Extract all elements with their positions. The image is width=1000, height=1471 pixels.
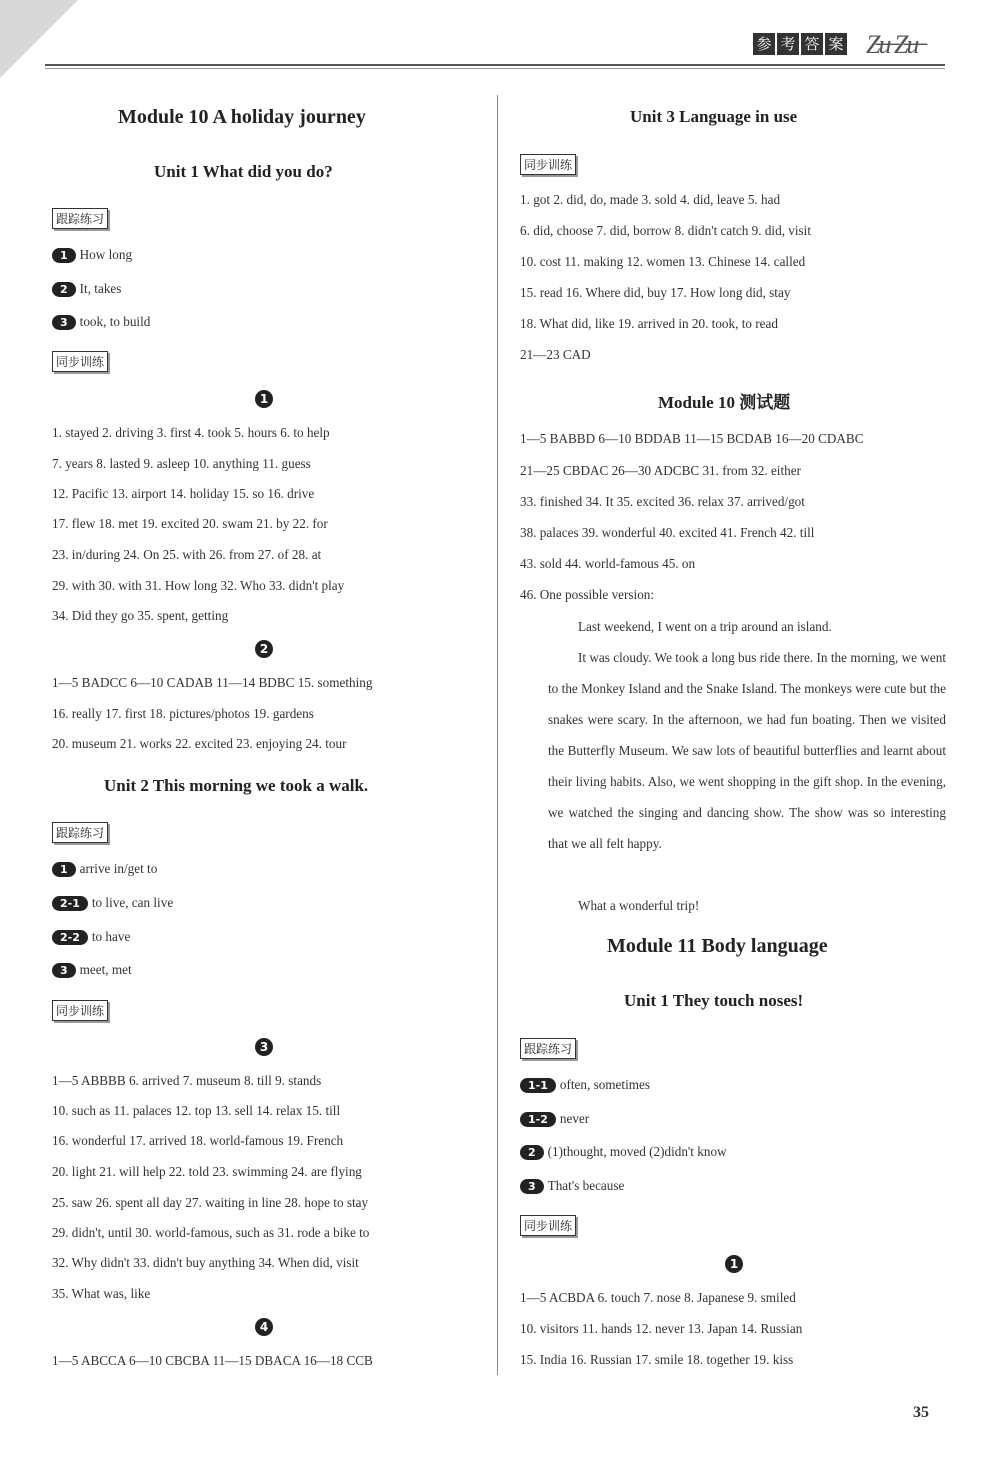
unit-title: Unit 2 This morning we took a walk. xyxy=(104,776,369,795)
answer-line: 10. such as 11. palaces 12. top 13. sell 14. relax 15. till xyxy=(52,1103,341,1118)
unit-title: Unit 1 What did you do? xyxy=(154,162,333,181)
essay-paragraph: What a wonderful trip! xyxy=(578,898,700,913)
answer-line: 10. visitors 11. hands 12. never 13. Japan 14. Russian xyxy=(520,1321,803,1336)
answer-line: 38. palaces 39. wonderful 40. excited 41. French 42. till xyxy=(520,525,815,540)
answer-line: 20. light 21. will help 22. told 23. swimming 24. are flying xyxy=(52,1164,362,1179)
answer-line: 1. got 2. did, do, made 3. sold 4. did, leave 5. had xyxy=(520,192,781,207)
answer-line: 33. finished 34. It 35. excited 36. relax 37. arrived/got xyxy=(520,494,805,509)
answer-line: 10. cost 11. making 12. women 13. Chinese 14. called xyxy=(520,254,806,269)
answer-line: 15. read 16. Where did, buy 17. How long did, stay xyxy=(520,285,791,300)
answer-line: 1—5 BADCC 6—10 CADAB 11—14 BDBC 15. something xyxy=(52,675,373,690)
tag-track-practice: 跟踪练习 xyxy=(520,1038,576,1059)
module-title: Module 11 Body language xyxy=(607,935,828,957)
answer-line: 16. wonderful 17. arrived 18. world-famous 19. French xyxy=(52,1133,344,1148)
track-item: 3 That's because xyxy=(520,1178,624,1194)
header-rule-thin xyxy=(45,68,945,69)
answer-line: 46. One possible version: xyxy=(520,587,655,602)
answer-line: 1—5 ABCCA 6—10 CBCBA 11—15 DBACA 16—18 CCB xyxy=(52,1353,373,1368)
track-item: 3 meet, met xyxy=(52,962,132,978)
section-number: 4 xyxy=(255,1318,273,1336)
section-number: 1 xyxy=(255,390,273,408)
section-number: 3 xyxy=(255,1038,273,1056)
answer-line: 12. Pacific 13. airport 14. holiday 15. so 16. drive xyxy=(52,486,315,501)
badge-char: 答 xyxy=(801,33,823,55)
track-item: 2 (1)thought, moved (2)didn't know xyxy=(520,1144,727,1160)
section-number: 1 xyxy=(725,1255,743,1273)
answer-line: 43. sold 44. world-famous 45. on xyxy=(520,556,696,571)
answer-line: 1—5 ACBDA 6. touch 7. nose 8. Japanese 9. smiled xyxy=(520,1290,796,1305)
answer-line: 21—25 CBDAC 26—30 ADCBC 31. from 32. either xyxy=(520,463,801,478)
answer-line: 15. India 16. Russian 17. smile 18. together 19. kiss xyxy=(520,1352,794,1367)
answer-line: 23. in/during 24. On 25. with 26. from 27. of 28. at xyxy=(52,547,322,562)
answer-line: 6. did, choose 7. did, borrow 8. didn't catch 9. did, visit xyxy=(520,223,812,238)
answer-key-badge xyxy=(753,33,847,55)
track-item: 1-2 never xyxy=(520,1111,589,1127)
column-divider xyxy=(497,95,498,1375)
unit-title: Unit 3 Language in use xyxy=(630,107,798,126)
answer-line: 1. stayed 2. driving 3. first 4. took 5. hours 6. to help xyxy=(52,425,330,440)
tag-track-practice: 跟踪练习 xyxy=(52,822,108,843)
answer-line: 17. flew 18. met 19. excited 20. swam 21. by 22. for xyxy=(52,516,328,531)
unit-title: Unit 1 They touch noses! xyxy=(624,991,804,1010)
answer-line: 29. didn't, until 30. world-famous, such as 31. rode a bike to xyxy=(52,1225,370,1240)
track-item: 2-2 to have xyxy=(52,929,130,945)
answer-line: 35. What was, like xyxy=(52,1286,151,1301)
badge-char: 考 xyxy=(777,33,799,55)
track-item: 2 It, takes xyxy=(52,281,121,297)
answer-line: 1—5 ABBBB 6. arrived 7. museum 8. till 9. stands xyxy=(52,1073,322,1088)
answer-line: 34. Did they go 35. spent, getting xyxy=(52,608,229,623)
publisher-logo: Z̶u̶ Z̶u̶ xyxy=(866,30,918,59)
essay-paragraph: It was cloudy. We took a long bus ride there. In the morning, we went to the Monkey Island and the Snake Island. The monkeys were cute but the snakes were scary. In the afternoon, we had fun boating. Then we visited the Butterfly Museum. We saw lots of beautiful butterflies and learnt about their living habits. Also, we went shopping in the gift shop. In the evening, we watched the singing and dancing show. The show was so interesting that we all felt happy. xyxy=(548,650,946,851)
track-item: 1 arrive in/get to xyxy=(52,861,157,877)
tag-sync-training: 同步训练 xyxy=(520,154,576,175)
answer-line: 7. years 8. lasted 9. asleep 10. anything 11. guess xyxy=(52,456,311,471)
badge-char: 案 xyxy=(825,33,847,55)
page-corner-decoration xyxy=(0,0,78,78)
answer-line: 1—5 BABBD 6—10 BDDAB 11—15 BCDAB 16—20 CDABC xyxy=(520,431,864,446)
module-title: Module 10 A holiday journey xyxy=(118,106,366,128)
answer-line: 16. really 17. first 18. pictures/photos 19. gardens xyxy=(52,706,314,721)
track-item: 3 took, to build xyxy=(52,314,150,330)
track-item: 2-1 to live, can live xyxy=(52,895,173,911)
answer-line: 25. saw 26. spent all day 27. waiting in line 28. hope to stay xyxy=(52,1195,369,1210)
header-rule xyxy=(45,64,945,66)
answer-line: 21—23 CAD xyxy=(520,347,591,362)
tag-sync-training: 同步训练 xyxy=(520,1215,576,1236)
answer-line: 32. Why didn't 33. didn't buy anything 34. When did, visit xyxy=(52,1255,359,1270)
tag-sync-training: 同步训练 xyxy=(52,1000,108,1021)
answer-line: 20. museum 21. works 22. excited 23. enjoying 24. tour xyxy=(52,736,347,751)
test-title: Module 10 测试题 xyxy=(658,393,791,412)
page-number: 35 xyxy=(913,1404,929,1421)
track-item: 1-1 often, sometimes xyxy=(520,1077,650,1093)
tag-sync-training: 同步训练 xyxy=(52,351,108,372)
essay-paragraph: Last weekend, I went on a trip around an island. xyxy=(578,619,832,634)
track-item: 1 How long xyxy=(52,247,132,263)
answer-line: 29. with 30. with 31. How long 32. Who 33. didn't play xyxy=(52,578,345,593)
tag-track-practice: 跟踪练习 xyxy=(52,208,108,229)
section-number: 2 xyxy=(255,640,273,658)
answer-line: 18. What did, like 19. arrived in 20. took, to read xyxy=(520,316,778,331)
badge-char: 参 xyxy=(753,33,775,55)
